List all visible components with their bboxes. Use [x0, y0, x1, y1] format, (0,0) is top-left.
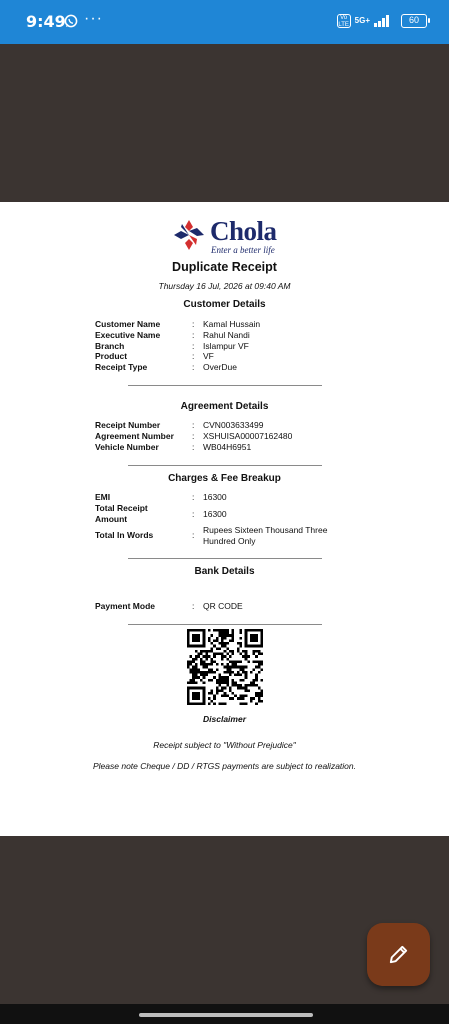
battery-icon: 60: [401, 14, 427, 28]
detail-value: Kamal Hussain: [203, 319, 261, 329]
detail-label: Branch: [95, 341, 125, 351]
detail-label: Receipt Number: [95, 420, 161, 430]
brand-tagline: Enter a better life: [211, 245, 275, 255]
edit-button[interactable]: [367, 923, 430, 986]
detail-label: Customer Name: [95, 319, 161, 329]
receipt-datetime: Thursday 16 Jul, 2026 at 09:40 AM: [158, 281, 291, 291]
status-time: 9:49: [26, 12, 66, 31]
detail-value: Rupees Sixteen Thousand Three Hundred Only: [203, 525, 328, 546]
detail-label: Vehicle Number: [95, 442, 159, 452]
navigation-bar: [0, 1004, 449, 1024]
detail-label: Executive Name: [95, 330, 161, 340]
network-type: 5G+: [354, 16, 370, 25]
section-divider: [128, 558, 322, 559]
status-bar: [0, 0, 449, 44]
detail-label: Payment Mode: [95, 601, 155, 611]
detail-label: Agreement Number: [95, 431, 174, 441]
detail-label: Product: [95, 351, 128, 361]
detail-label: Total Receipt Amount: [95, 503, 148, 524]
status-indicators: [337, 14, 427, 28]
receipt-document: Chola Enter a better life Duplicate Receipt Thursday 16 Jul, 2026 at 09:40 AM Customer Details Customer Name : Kamal Hussain Executive Name : Rahul Nandi Branch : Islampur VF Product : VF Receipt Type : OverDue Agreement Details Receipt Number : CVN003633499 Agreement Number : XSHUISA00007162480 Vehicle Number : WB04H6951 Charges & Fee Breakup EMI : 16300 Total Receipt Amount : 16300 Total In Words : Rupees Sixteen Thousand Three Hundred Only Bank Details Payment Mode : QR CODE Disclaimer Receipt subject to "Without Prejudice" Please note Cheque / DD / RTGS payments are subject to realization.: [0, 202, 449, 836]
detail-label: EMI: [95, 492, 111, 502]
detail-value: WB04H6951: [203, 442, 252, 452]
disclaimer-line: Please note Cheque / DD / RTGS payments are subject to realization.: [92, 761, 356, 771]
charges-heading: Charges & Fee Breakup: [168, 473, 281, 484]
section-divider: [128, 624, 322, 625]
detail-value: QR CODE: [203, 601, 243, 611]
chola-logo: [172, 216, 282, 256]
section-divider: [128, 385, 322, 386]
disclaimer-title: Disclaimer: [203, 714, 246, 724]
detail-label: Total In Words: [95, 530, 154, 540]
payment-qr-code: [187, 629, 263, 705]
brand-name: Chola: [210, 216, 277, 246]
detail-label: Receipt Type: [95, 362, 148, 372]
disclaimer-line: Receipt subject to "Without Prejudice": [153, 740, 296, 750]
detail-value: CVN003633499: [203, 420, 264, 430]
detail-value: 16300: [203, 509, 227, 519]
receipt-title: Duplicate Receipt: [172, 260, 277, 274]
detail-value: OverDue: [203, 362, 238, 372]
agreement-details-heading: Agreement Details: [180, 401, 269, 412]
more-notifications-icon: ···: [84, 10, 103, 27]
whatsapp-icon: [64, 14, 78, 28]
detail-value: Islampur VF: [203, 341, 249, 351]
home-gesture-handle[interactable]: [139, 1013, 313, 1017]
bank-details-heading: Bank Details: [194, 566, 255, 577]
detail-value: Rahul Nandi: [203, 330, 250, 340]
pencil-icon: [387, 943, 410, 966]
section-divider: [128, 465, 322, 466]
detail-value: 16300: [203, 492, 227, 502]
volte-icon: Vo LTE: [338, 15, 349, 28]
detail-value: VF: [203, 351, 214, 361]
detail-value: XSHUISA00007162480: [203, 431, 293, 441]
chola-emblem-icon: [172, 218, 206, 252]
customer-details-heading: Customer Details: [183, 299, 266, 310]
signal-icon: [374, 15, 389, 27]
